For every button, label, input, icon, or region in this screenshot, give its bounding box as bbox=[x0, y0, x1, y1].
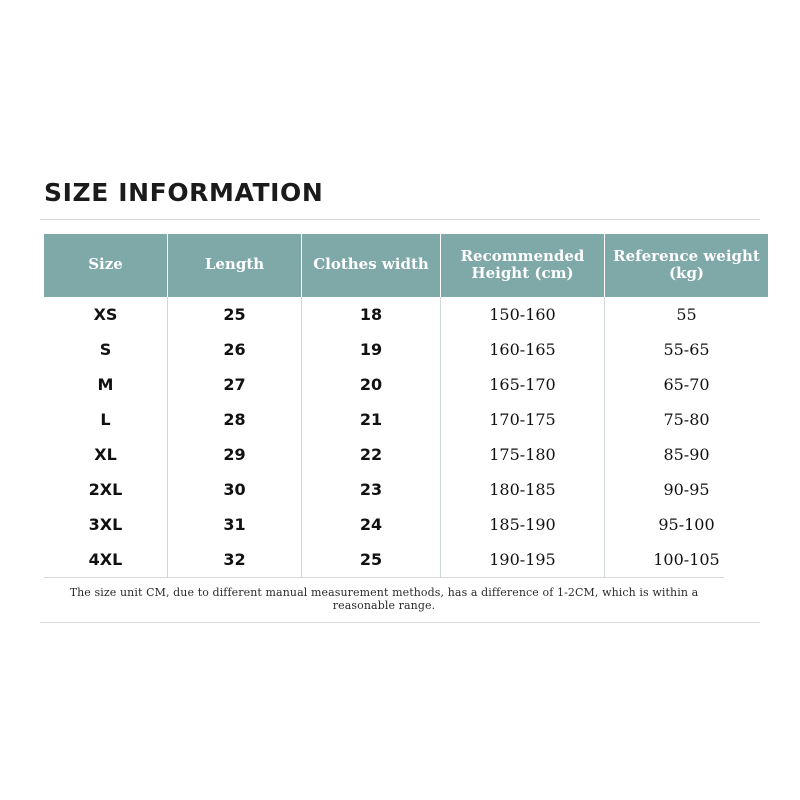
cell-size: XS bbox=[44, 297, 168, 332]
cell-length: 30 bbox=[168, 472, 302, 507]
cell-length: 31 bbox=[168, 507, 302, 542]
column-header-recommended-height: Recommended Height (cm) bbox=[441, 234, 605, 297]
column-header-size: Size bbox=[44, 234, 168, 297]
cell-reference-weight: 95-100 bbox=[658, 515, 715, 534]
table-row bbox=[44, 542, 768, 577]
cell-clothes-width: 19 bbox=[302, 332, 441, 367]
measurement-note: The size unit CM, due to different manual measurement methods, has a difference of 1-2CM, which is within a reasonable range. bbox=[69, 586, 699, 612]
cell-clothes-width: 21 bbox=[302, 402, 441, 437]
size-information-card bbox=[40, 178, 760, 623]
cell-recommended-height: 180-185 bbox=[441, 472, 605, 507]
cell-reference-weight: 85-90 bbox=[663, 445, 710, 464]
cell-recommended-height: 150-160 bbox=[441, 297, 605, 332]
table-row bbox=[44, 507, 768, 542]
cell-size: XL bbox=[44, 437, 168, 472]
cell-reference-weight: 100-105 bbox=[653, 550, 720, 569]
cell-clothes-width: 24 bbox=[302, 507, 441, 542]
table-row bbox=[44, 297, 768, 332]
table-row bbox=[44, 472, 768, 507]
size-table-body bbox=[44, 297, 768, 577]
cell-recommended-height: 185-190 bbox=[441, 507, 605, 542]
cell-size: 3XL bbox=[44, 507, 168, 542]
column-header-clothes-width: Clothes width bbox=[302, 234, 441, 297]
title-divider bbox=[40, 219, 760, 220]
table-bottom-divider bbox=[44, 577, 724, 578]
cell-size: 2XL bbox=[44, 472, 168, 507]
cell-recommended-height: 165-170 bbox=[441, 367, 605, 402]
cell-reference-weight: 55-65 bbox=[663, 340, 710, 359]
table-row bbox=[44, 332, 768, 367]
cell-length: 29 bbox=[168, 437, 302, 472]
cell-length: 25 bbox=[168, 297, 302, 332]
table-row bbox=[44, 402, 768, 437]
cell-clothes-width: 18 bbox=[302, 297, 441, 332]
cell-size: L bbox=[44, 402, 168, 437]
cell-clothes-width: 20 bbox=[302, 367, 441, 402]
cell-length: 32 bbox=[168, 542, 302, 577]
table-row bbox=[44, 437, 768, 472]
column-header-reference-weight: Reference weight (kg) bbox=[605, 234, 769, 297]
cell-recommended-height: 190-195 bbox=[441, 542, 605, 577]
cell-length: 28 bbox=[168, 402, 302, 437]
cell-length: 27 bbox=[168, 367, 302, 402]
column-header-length: Length bbox=[168, 234, 302, 297]
cell-size: 4XL bbox=[44, 542, 168, 577]
cell-recommended-height: 170-175 bbox=[441, 402, 605, 437]
cell-clothes-width: 23 bbox=[302, 472, 441, 507]
page-title: SIZE INFORMATION bbox=[44, 178, 324, 207]
cell-reference-weight: 75-80 bbox=[663, 410, 710, 429]
cell-reference-weight: 65-70 bbox=[663, 375, 710, 394]
cell-length: 26 bbox=[168, 332, 302, 367]
table-header-row bbox=[44, 234, 768, 297]
cell-clothes-width: 22 bbox=[302, 437, 441, 472]
cell-clothes-width: 25 bbox=[302, 542, 441, 577]
size-table bbox=[44, 234, 768, 577]
note-divider bbox=[40, 622, 760, 623]
cell-size: M bbox=[44, 367, 168, 402]
cell-recommended-height: 160-165 bbox=[441, 332, 605, 367]
cell-recommended-height: 175-180 bbox=[441, 437, 605, 472]
cell-reference-weight: 90-95 bbox=[663, 480, 710, 499]
cell-reference-weight: 55 bbox=[676, 305, 697, 324]
table-row bbox=[44, 367, 768, 402]
size-table-header bbox=[44, 234, 768, 297]
cell-size: S bbox=[44, 332, 168, 367]
